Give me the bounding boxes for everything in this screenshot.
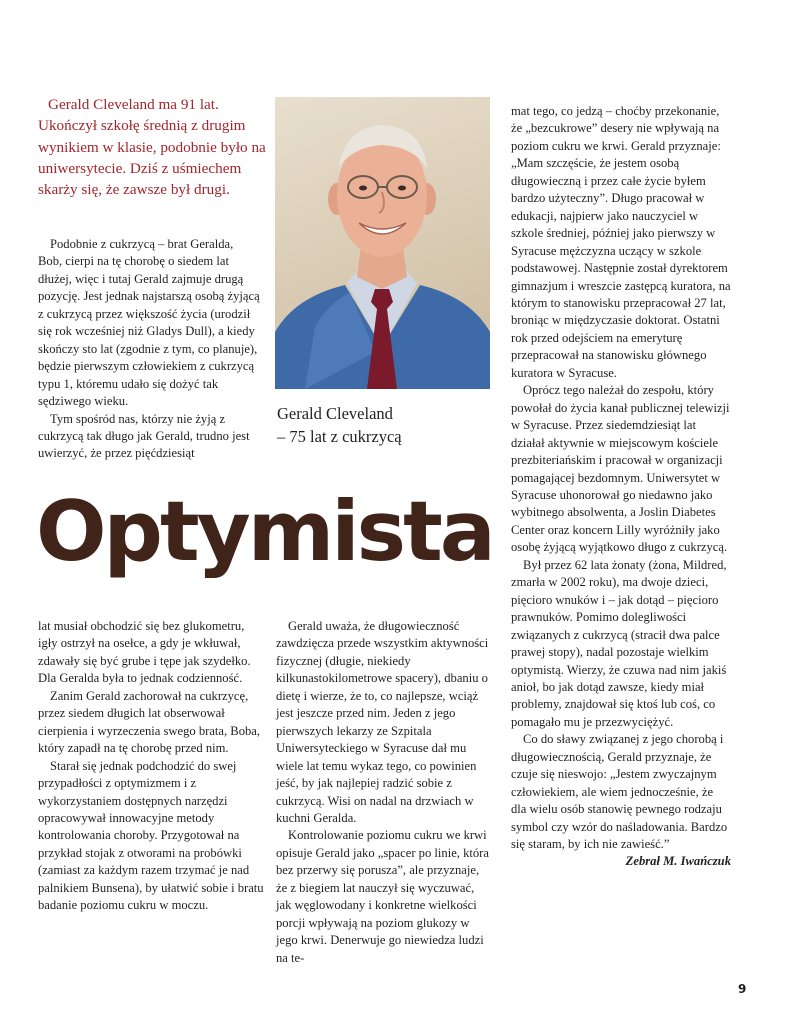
paragraph: lat musiał obchodzić się bez glukometru, igły ostrzył na osełce, a gdy je wkłuwał, zdawały się być grube i tępe jak szydełko. Dla Geralda była to jednak codzienność.: [38, 619, 251, 686]
column-1-top: [38, 236, 260, 463]
paragraph: Tym spośród nas, którzy nie żyją z cukrzycą tak długo jak Gerald, trudno jest uwierzyć, że przez pięćdziesiąt: [38, 411, 250, 461]
portrait-photo: [275, 97, 490, 389]
article-title: Optymista: [36, 483, 493, 580]
paragraph: Był przez 62 lata żonaty (żona, Mildred, zmarła w 2002 roku), ma dwoje dzieci, pięcioro wnuków i – jak dotąd – pięcioro prawnuków. Pomimo dolegliwości związanych z cukrzycą (stracił dwa palce prawej stopy), nadal pozostaje wielkim optymistą. Wierzy, że czuwa nad nim jakiś anioł, bo jak dotąd zawsze, kiedy miał problemy, znajdował się ktoś lub coś, co pomagało mu je przezwyciężyć.: [511, 557, 727, 729]
paragraph: Starał się jednak podchodzić do swej przypadłości z optymizmem i z wykorzystaniem dostępnych narzędzi opracowywał innowacyjne metody kontrolowania choroby. Przygotował na przykład stojak z otworami na probówki (zamiast za każdym razem trzymać je nad palnikiem Bunsena), by ułatwić sobie i bratu badanie poziomu cukru w moczu.: [38, 758, 264, 913]
portrait-photo-icon: [275, 97, 490, 389]
paragraph: Gerald uważa, że długowieczność zawdzięcza przede wszystkim aktywności fizycznej (długie, niekiedy kilkunastokilometrowe spacery), dbaniu o dietę i wierze, że to, co najlepsze, wciąż jest jeszcze przed nim. Jeden z jego pierwszych lekarzy ze Szpitala Uniwersyteckiego w Syracuse dał mu wiele lat temu wykaz tego, co powinien jeść, by jak najlepiej radzić sobie z cukrzycą. Wisi on nadal na drzwiach w kuchni Geralda.: [276, 619, 489, 825]
paragraph: Podobnie z cukrzycą – brat Geralda, Bob, cierpi na tę chorobę o siedem lat dłużej, więc i tutaj Gerald zajmuje drugą pozycję. Jest jednak najstarszą osobą żyjącą z cukrzycą przez większość życia (urodził się rok wcześniej niż Gladys Dull), a kiedy skończy sto lat (zgodnie z tym, co planuje), będzie pierwszym człowiekiem z cukrzycą typu 1, któremu udało się dożyć tak sędziwego wieku.: [38, 237, 260, 409]
paragraph: Oprócz tego należał do zespołu, który powołał do życia kanał publicznej telewizji w Syracuse. Przez siedemdziesiąt lat działał aktywnie w miejscowym kościele prezbiteriańskim i pracował w organizacji pomagającej bezdomnym. Uniwersytet w Syracuse uhonorował go niedawno jako wybitnego absolwenta, a Joslin Diabetes Center oraz koncern Lilly wyróżniły jako osobę żyjącą wyjątkowo długo z cukrzycą.: [511, 383, 730, 555]
lead-paragraph: [38, 94, 266, 200]
photo-caption: [277, 402, 487, 448]
caption-subtitle: – 75 lat z cukrzycą: [277, 427, 402, 446]
paragraph: Zanim Gerald zachorował na cukrzycę, przez siedem długich lat obserwował cierpienia i wyrzeczenia swego brata, Boba, który zapadł na tę chorobę przed nim.: [38, 688, 261, 756]
column-2-bottom: [276, 618, 490, 967]
paragraph: mat tego, co jedzą – choćby przekonanie, że „bezcukrowe” desery nie wpływają na poziom cukru we krwi. Gerald przyznaje: „Mam szczęście, że jestem osobą długowieczną i przez całe życie byłem bardzo użyteczny”. Długo pracował w edukacji, najpierw jako nauczyciel w szkole średniej, później jako pierwszy w Syracuse mężczyzna uczący w szkole podstawowej. Następnie został dyrektorem gimnazjum i wreszcie zastępcą kuratora, na którym to stanowisku przepracował 27 lat, broniąc w międzyczasie doktorat. Ostatni rok przed odejściem na emeryturę przepracował na stanowisku głównego kuratora w Syracuse.: [511, 104, 731, 380]
lead-text: Gerald Cleveland ma 91 lat. Ukończył szkołę średnią z drugim wynikiem w klasie, podobnie było na uniwersytecie. Dziś z uśmiechem skarży się, że zawsze był drugi.: [38, 96, 266, 199]
author-signature: Zebrał M. Iwańczuk: [625, 854, 731, 869]
paragraph: Kontrolowanie poziomu cukru we krwi opisuje Gerald jako „spacer po linie, która bez przerwy się porusza”, ale przyznaje, że z biegiem lat nauczył się wyczuwać, jak węglowodany i konkretne wielkości porcji wpływają na poziom glukozy w jego krwi. Denerwuje go niewiedza ludzi na te-: [276, 828, 489, 965]
column-3: [511, 103, 731, 871]
column-1-bottom: [38, 618, 264, 915]
paragraph: Co do sławy związanej z jego chorobą i długowiecznością, Gerald przyznaje, że czuje się nieswojo: „Jestem zwyczajnym człowiekiem, ale wiem jednocześnie, że dla wielu osób stanowię pewnego rodzaju symbol czy wzór do naśladowania. Bardzo się staram, by ich nie zawieść.”: [511, 732, 728, 852]
caption-name: Gerald Cleveland: [277, 404, 393, 423]
page-number: 9: [738, 982, 747, 996]
